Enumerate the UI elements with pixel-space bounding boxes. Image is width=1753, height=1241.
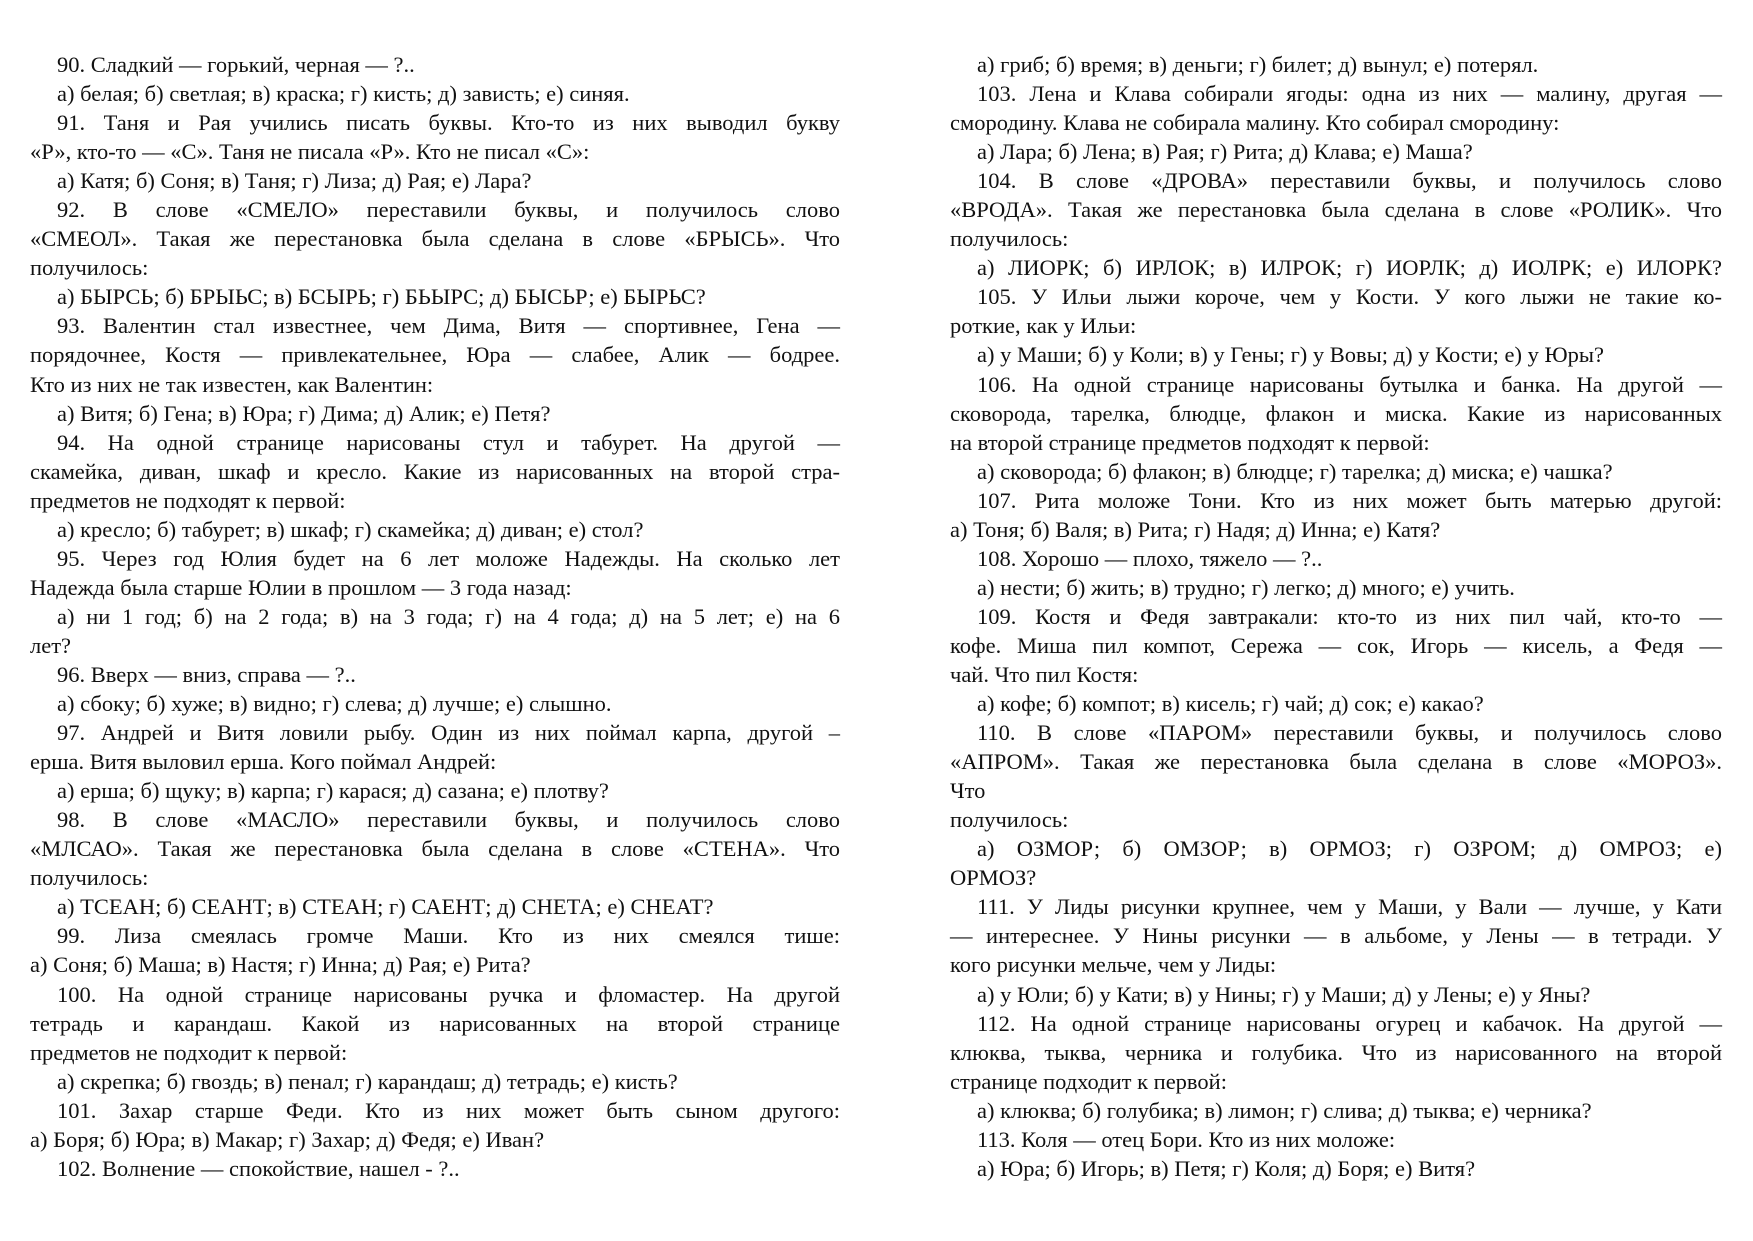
text-line: получилось: [30,255,149,281]
text-line: а) Боря; б) Юра; в) Макар; г) Захар; д) Федя; е) Иван? [30,1126,545,1152]
text-line: тетрадь и карандаш. Какой из нарисованных на второй странице [30,1010,840,1036]
text-line: 105. У Ильи лыжи короче, чем у Кости. У кого лыжи не такие ко- [977,284,1722,310]
text-line: «СМЕОЛ». Такая же перестановка была сделана в слове «БРЫСЬ». Что [30,226,840,252]
text-line: 110. В слове «ПАРОМ» переставили буквы, и получилось слово [977,720,1722,746]
text-line: а) БЫРСЬ; б) БРЫЬС; в) БСЫРЬ; г) БЬЫРС; д) БЫСЬР; е) БЫРЬС? [57,284,706,310]
text-line: 113. Коля — отец Бори. Кто из них моложе: [977,1126,1396,1152]
text-line: 94. На одной странице нарисованы стул и табурет. На другой — [57,429,840,455]
text-line: сковорода, тарелка, блюдце, флакон и миска. Какие из нарисованных [950,400,1722,426]
text-line: 96. Вверх — вниз, справа — ?.. [57,661,356,687]
text-line: 107. Рита моложе Тони. Кто из них может быть матерью другой: [977,487,1722,513]
text-line: а) сковорода; б) флакон; в) блюдце; г) тарелка; д) миска; е) чашка? [977,458,1613,484]
text-line: — интереснее. У Нины рисунки — в альбоме, у Лены — в тетради. У [950,923,1722,949]
text-line: 95. Через год Юлия будет на 6 лет моложе Надежды. На сколько лет [57,545,840,571]
text-line: а) кофе; б) компот; в) кисель; г) чай; д) сок; е) какао? [977,691,1484,717]
text-line: а) скрепка; б) гвоздь; в) пенал; г) карандаш; д) тетрадь; е) кисть? [57,1068,678,1094]
text-line: 103. Лена и Клава собирали ягоды: одна из них — малину, другая — [977,81,1722,107]
text-line: 93. Валентин стал известнее, чем Дима, Витя — спортивнее, Гена — [57,313,840,339]
text-line: 90. Сладкий — горький, черная — ?.. [57,52,415,77]
text-line: Что [950,778,986,804]
right-column [950,50,1722,1183]
text-line: «ВРОДА». Такая же перестановка была сделана в слове «РОЛИК». Что [950,197,1722,223]
text-line: а) Юра; б) Игорь; в) Петя; г) Коля; д) Боря; е) Витя? [977,1155,1476,1181]
text-line: чай. Что пил Костя: [950,661,1139,687]
text-line: а) Лара; б) Лена; в) Рая; г) Рита; д) Клава; е) Маша? [977,139,1473,165]
text-line: 92. В слове «СМЕЛО» переставили буквы, и получилось слово [57,197,840,223]
text-line: скамейка, диван, шкаф и кресло. Какие из нарисованных на второй стра- [30,458,840,484]
text-line: 106. На одной странице нарисованы бутылка и банка. На другой — [977,371,1722,397]
text-line: 100. На одной странице нарисованы ручка и фломастер. На другой [57,981,840,1007]
text-line: а) ни 1 год; б) на 2 года; в) на 3 года; г) на 4 года; д) на 5 лет; е) на 6 [57,603,840,629]
text-line: а) ТСЕАН; б) СЕАНТ; в) СТЕАН; г) САЕНТ; д) СНЕТА; е) СНЕАТ? [57,894,714,920]
text-line: а) Соня; б) Маша; в) Настя; г) Инна; д) Рая; е) Рита? [30,952,531,978]
left-column [30,50,840,1183]
text-line: а) сбоку; б) хуже; в) видно; г) слева; д) лучше; е) слышно. [57,691,612,717]
text-line: 101. Захар старше Феди. Кто из них может быть сыном другого: [57,1097,840,1123]
text-line: порядочнее, Костя — привлекательнее, Юра — слабее, Алик — бодрее. [30,342,840,368]
text-line: Надежда была старше Юлии в прошлом — 3 года назад: [30,574,572,600]
text-line: 104. В слове «ДРОВА» переставили буквы, и получилось слово [977,168,1722,194]
text-line: а) ерша; б) щуку; в) карпа; г) карася; д) сазана; е) плотву? [57,778,609,804]
text-line: 99. Лиза смеялась громче Маши. Кто из них смеялся тише: [57,923,840,949]
text-line: получилось: [950,807,1069,833]
text-line: «МЛСАО». Такая же перестановка была сделана в слове «СТЕНА». Что [30,836,840,862]
text-line: а) клюква; б) голубика; в) лимон; г) слива; д) тыква; е) черника? [977,1097,1592,1123]
text-line: а) нести; б) жить; в) трудно; г) легко; д) много; е) учить. [977,574,1515,600]
text-line: 91. Таня и Рая учились писать буквы. Кто-то из них выводил букву [57,110,840,136]
text-line: получилось: [950,226,1069,252]
text-line: 109. Костя и Федя завтракали: кто-то из них пил чай, кто-то — [977,603,1722,629]
text-line: а) ЛИОРК; б) ИРЛОК; в) ИЛРОК; г) ИОРЛК; д) ИОЛРК; е) ИЛОРК? [977,255,1722,281]
text-line: ОРМОЗ? [950,865,1037,891]
text-line: 98. В слове «МАСЛО» переставили буквы, и получилось слово [57,807,840,833]
text-line: Кто из них не так известен, как Валентин: [30,371,434,397]
text-line: а) Витя; б) Гена; в) Юра; г) Дима; д) Алик; е) Петя? [57,400,551,426]
text-line: а) белая; б) светлая; в) краска; г) кисть; д) зависть; е) синяя. [57,81,630,107]
text-line: лет? [30,632,72,658]
text-line: ерша. Витя выловил ерша. Кого поймал Андрей: [30,749,497,775]
text-line: 102. Волнение — спокойствие, нашел - ?.. [57,1155,460,1181]
text-line: 97. Андрей и Витя ловили рыбу. Один из них поймал карпа, другой – [57,720,840,746]
text-line: «АПРОМ». Такая же перестановка была сделана в слове «МОРОЗ». [950,749,1722,775]
text-line: а) гриб; б) время; в) деньги; г) билет; д) вынул; е) потерял. [977,52,1539,77]
text-line: «Р», кто-то — «С». Таня не писала «Р». Кто не писал «С»: [30,139,590,165]
text-line: на второй странице предметов подходят к первой: [950,429,1430,455]
text-line: смородину. Клава не собирала малину. Кто собирал смородину: [950,110,1560,136]
text-line: 108. Хорошо — плохо, тяжело — ?.. [977,545,1323,571]
text-line: роткие, как у Ильи: [950,313,1137,339]
text-line: клюква, тыква, черника и голубика. Что из нарисованного на второй [950,1039,1722,1065]
text-line: получилось: [30,865,149,891]
text-line: странице подходит к первой: [950,1068,1227,1094]
text-line: а) у Юли; б) у Кати; в) у Нины; г) у Маши; д) у Лены; е) у Яны? [977,981,1591,1007]
text-line: 111. У Лиды рисунки крупнее, чем у Маши, у Вали — лучше, у Кати [977,894,1722,920]
text-line: предметов не подходят к первой: [30,487,346,513]
text-line: а) ОЗМОР; б) ОМЗОР; в) ОРМОЗ; г) ОЗРОМ; д) ОМРОЗ; е) [977,836,1722,862]
text-line: кого рисунки мельче, чем у Лиды: [950,952,1277,978]
text-line: предметов не подходит к первой: [30,1039,348,1065]
text-line: кофе. Миша пил компот, Сережа — сок, Игорь — кисель, а Федя — [950,632,1722,658]
text-line: 112. На одной странице нарисованы огурец и кабачок. На другой — [977,1010,1722,1036]
text-line: а) у Маши; б) у Коли; в) у Гены; г) у Вовы; д) у Кости; е) у Юры? [977,342,1605,368]
text-line: а) Катя; б) Соня; в) Таня; г) Лиза; д) Рая; е) Лара? [57,168,532,194]
text-line: а) кресло; б) табурет; в) шкаф; г) скамейка; д) диван; е) стол? [57,516,644,542]
text-line: а) Тоня; б) Валя; в) Рита; г) Надя; д) Инна; е) Катя? [950,516,1441,542]
